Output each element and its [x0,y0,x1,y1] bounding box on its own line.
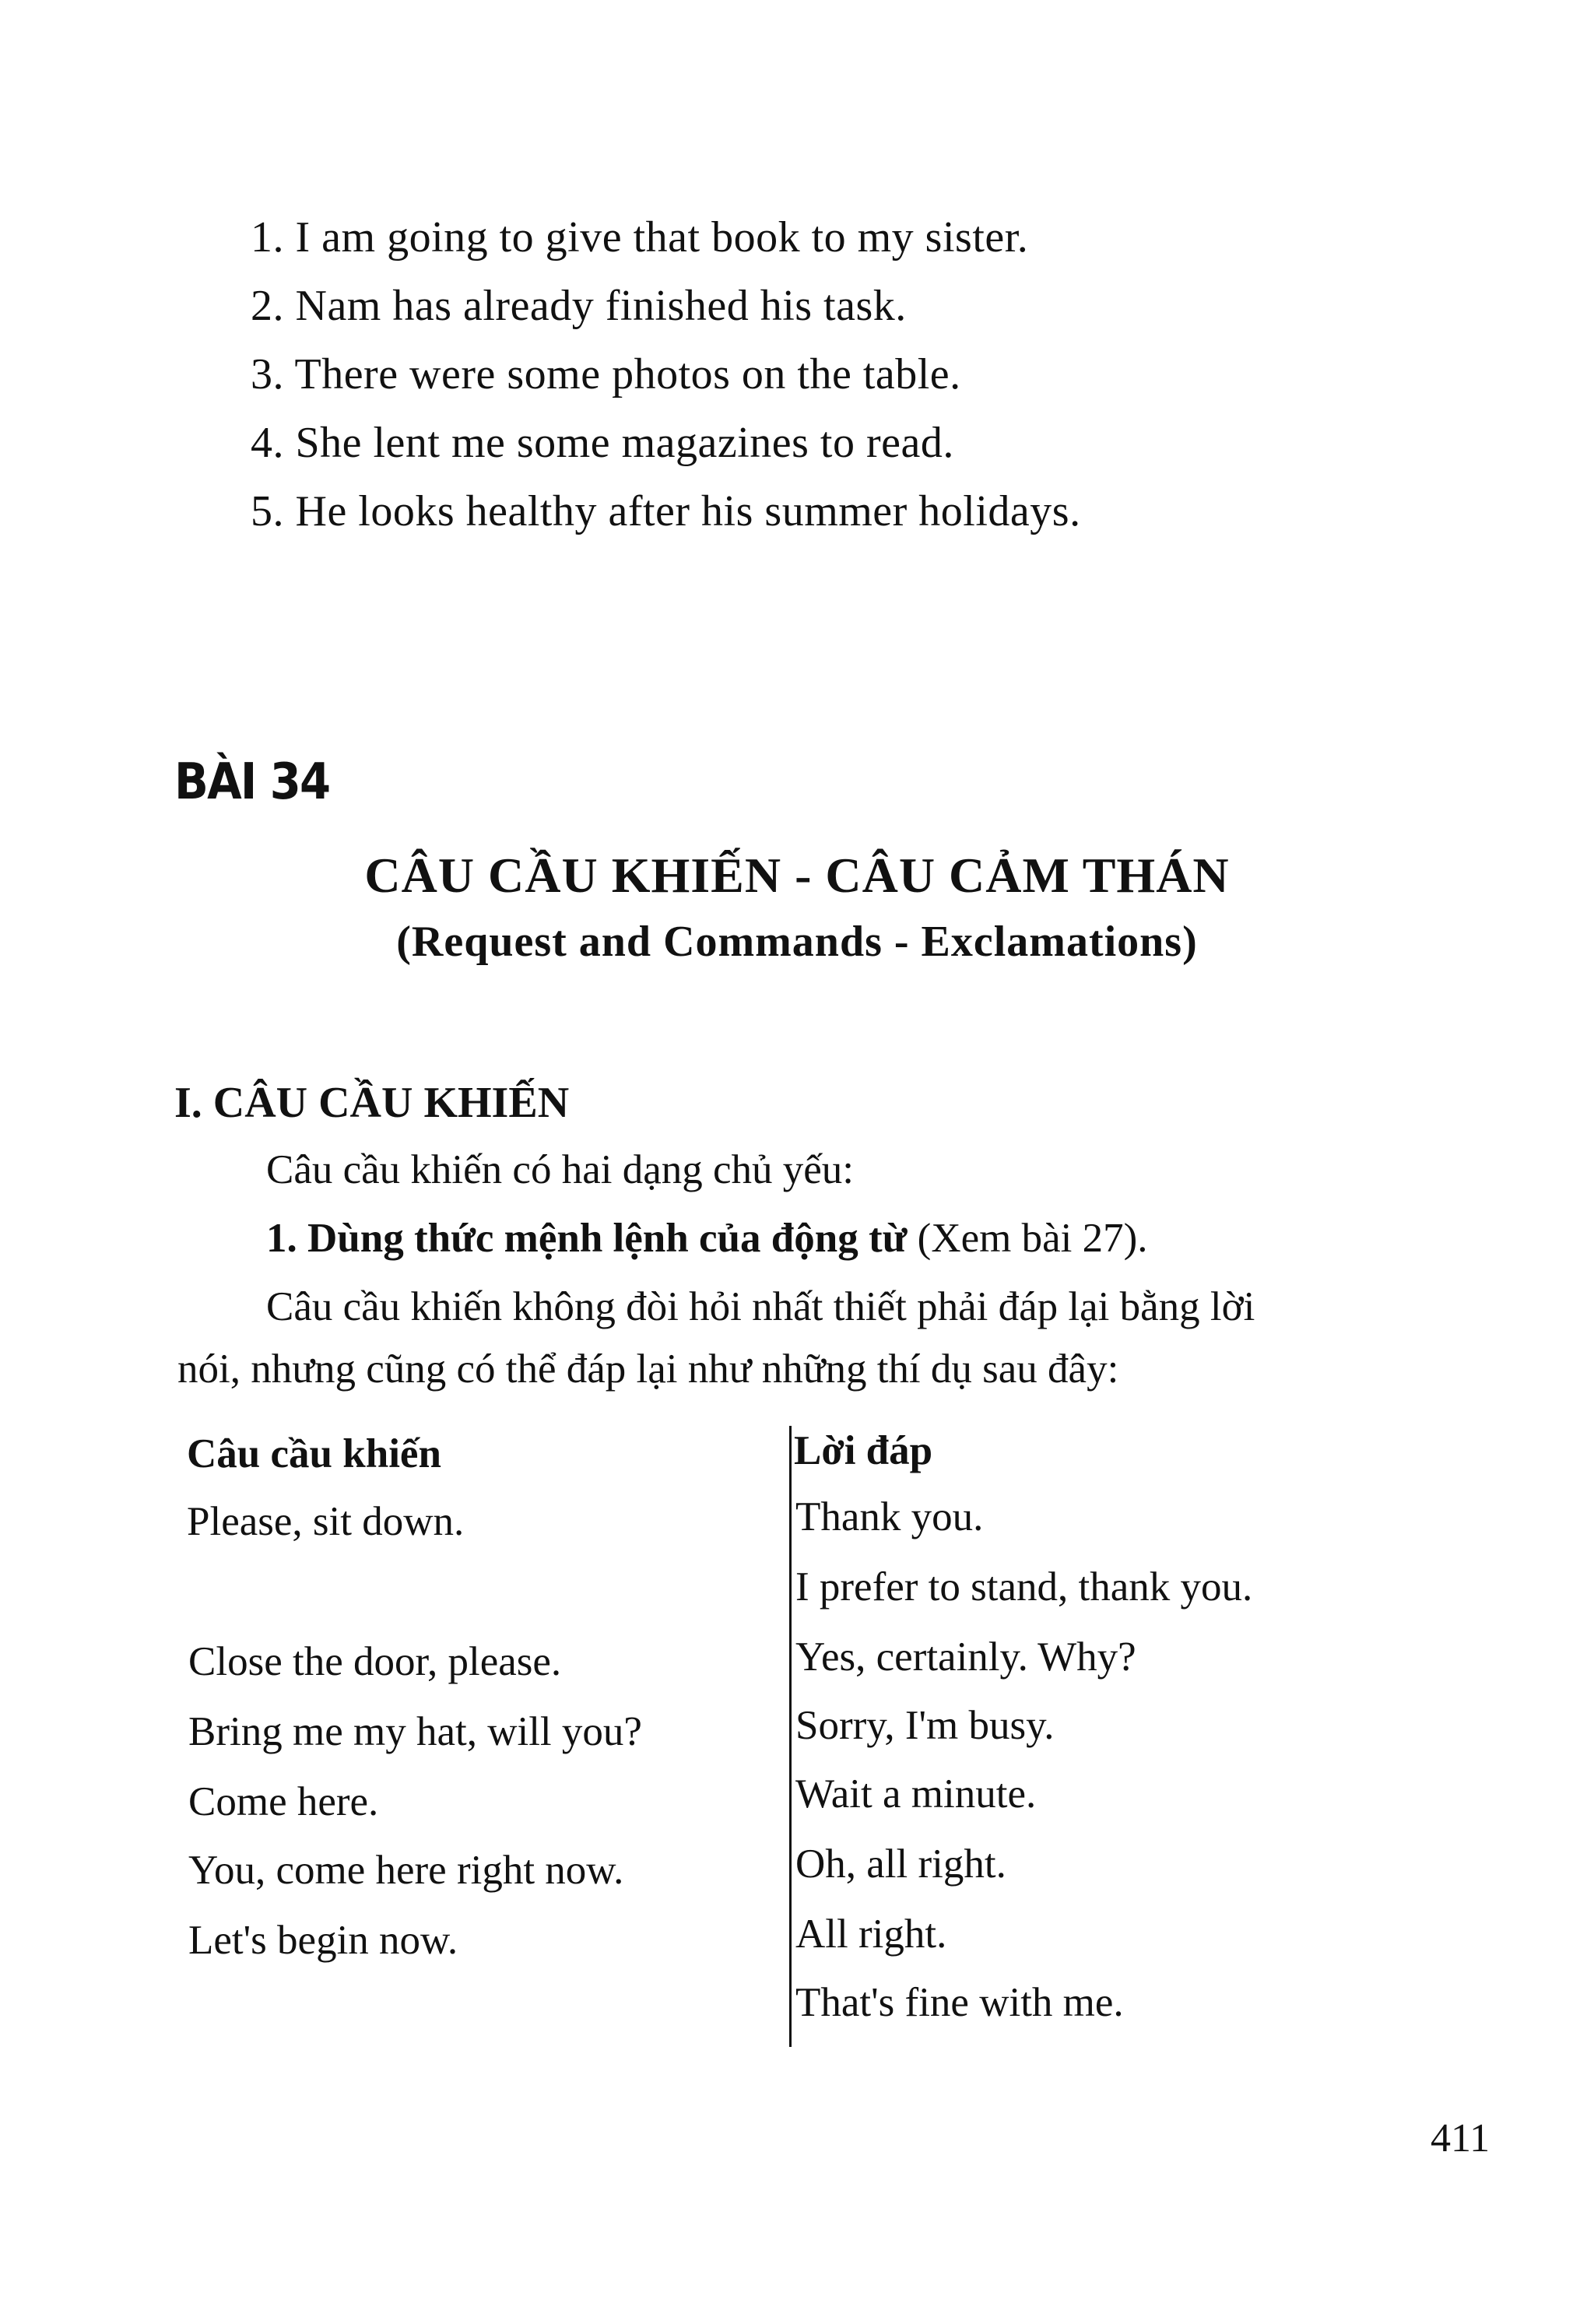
paragraph-line: Câu cầu khiến không đòi hỏi nhất thiết phải đáp lại bằng lời [266,1284,1255,1329]
lesson-label: BÀI 34 [174,753,330,811]
table-divider [789,1426,792,2047]
request-cell: Bring me my hat, will you? [188,1709,642,1754]
request-cell: Close the door, please. [188,1639,562,1684]
request-cell: You, come here right now. [188,1848,624,1893]
point-1-title: 1. Dùng thức mệnh lệnh của động từ [266,1216,908,1261]
response-cell: Oh, all right. [795,1841,1006,1887]
point-1-reference: (Xem bài 27). [907,1216,1148,1261]
page-number: 411 [1431,2116,1490,2161]
response-cell: All right. [795,1912,947,1957]
request-cell: Let's begin now. [188,1918,458,1963]
section-heading: I. CÂU CẦU KHIẾN [174,1079,570,1127]
exercise-item: 2. Nam has already finished his task. [251,282,907,330]
response-cell: Wait a minute. [795,1771,1037,1817]
request-cell: Please, sit down. [187,1499,465,1544]
exercise-item: 3. There were some photos on the table. [251,350,961,398]
lesson-subtitle: (Request and Commands - Exclamations) [396,918,1198,966]
section-intro: Câu cầu khiến có hai dạng chủ yếu: [266,1147,854,1192]
paragraph-line: nói, nhưng cũng có thể đáp lại như những thí dụ sau đây: [177,1346,1119,1392]
response-cell: That's fine with me. [795,1980,1124,2025]
exercise-item: 1. I am going to give that book to my sister. [251,213,1029,262]
response-cell: I prefer to stand, thank you. [795,1564,1253,1610]
table-header-response: Lời đáp [794,1428,933,1473]
exercise-item: 5. He looks healthy after his summer holidays. [251,487,1081,535]
response-cell: Thank you. [795,1494,984,1539]
exercise-item: 4. She lent me some magazines to read. [251,419,954,467]
lesson-title: CÂU CẦU KHIẾN - CÂU CẢM THÁN [364,848,1230,903]
response-cell: Sorry, I'm busy. [795,1703,1055,1748]
table-header-request: Câu cầu khiến [187,1431,441,1476]
request-cell: Come here. [188,1779,379,1824]
point-1 [266,1211,1148,1266]
response-cell: Yes, certainly. Why? [795,1634,1136,1680]
